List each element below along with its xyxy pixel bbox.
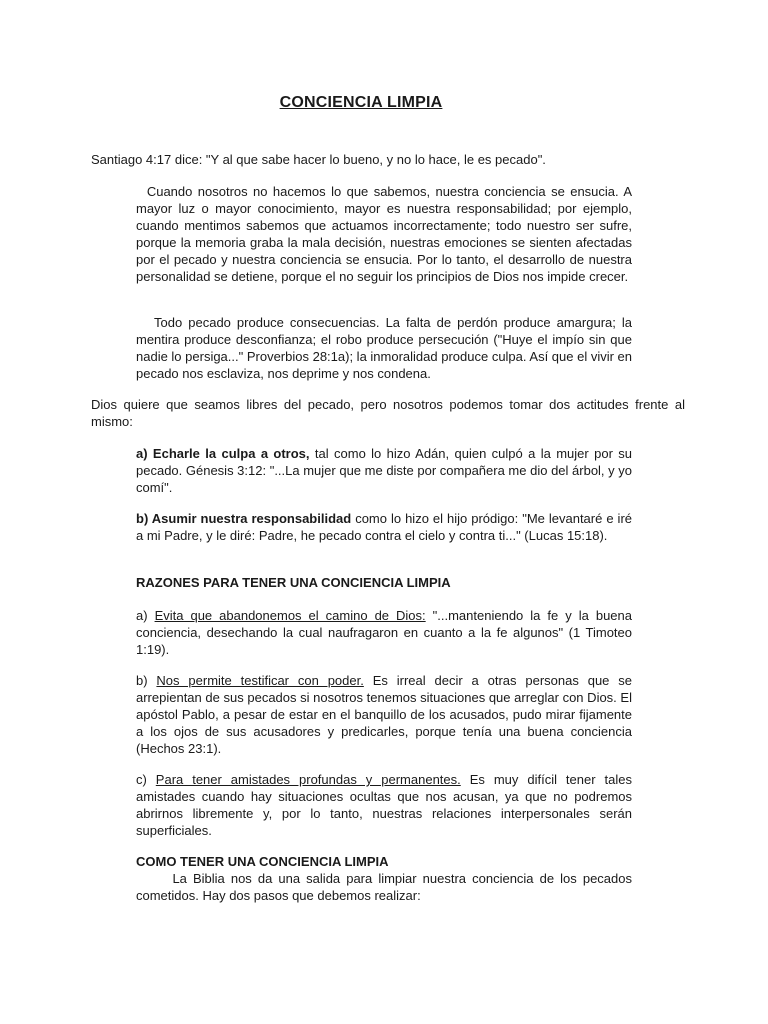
document-title: CONCIENCIA LIMPIA	[279, 94, 443, 111]
reason-c-text: Es muy difícil tener tales amistades cuando hay situaciones ocultas que nos acusan, ya que no podremos abrirnos libremente y, por lo tanto, nuestras relaciones interpersonales serán superficiales.	[136, 772, 632, 838]
option-a-label: a) Echarle la culpa a otros,	[136, 446, 310, 461]
reason-a-text: "...manteniendo la fe y la buena conciencia, desechando la cual naufragaron en cuanto a la fe algunos" (1 Timoteo 1:19).	[136, 608, 632, 657]
intro-verse: Santiago 4:17 dice: "Y al que sabe hacer lo bueno, y no lo hace, le es pecado".	[91, 152, 546, 167]
reason-b: b) Nos permite testificar con poder. Es irreal decir a otras personas que se arrepientan de sus pecados si nosotros tenemos situaciones que arreglar con Dios. El apóstol Pablo, a pesar de estar en el banquillo de los acusados, pudo mirar fijamente a los ojos de sus acusadores y predicarles, porque tenía una buena conciencia (Hechos 23:1).	[136, 673, 633, 756]
paragraph-how: La Biblia nos da una salida para limpiar nuestra conciencia de los pecados cometidos. Hay dos pasos que debemos realizar:	[136, 871, 632, 903]
paragraph-conscience-dirty: Cuando nosotros no hacemos lo que sabemos, nuestra conciencia se ensucia. A mayor luz o mayor conocimiento, mayor es nuestra responsabilidad; por ejemplo, cuando mentimos sabemos que actuamos incorrectamente; todo nuestro ser sufre, porque la memoria graba la mala decisión, nuestras emociones se sienten afectadas por el pecado y nuestra conciencia se ensucia. Por lo tanto, el desarrollo de nuestra personalidad se detiene, porque el no seguir los principios de Dios nos impide crecer.	[136, 184, 632, 284]
reason-b-text: Es irreal decir a otras personas que se arrepientan de sus pecados si nosotros tenemos situaciones que arreglar con Dios. El apóstol Pablo, a pesar de estar en el banquillo de los acusados, pudo mirar fijamente a los ojos de sus acusadores y predicarles, porque tenía una buena conciencia (Hechos 23:1).	[136, 673, 633, 756]
paragraph-two-attitudes: Dios quiere que seamos libres del pecado, pero nosotros podemos tomar dos actitudes frente al mismo:	[91, 397, 685, 429]
reason-a-title: Evita que abandonemos el camino de Dios:	[154, 608, 426, 623]
option-b-label: b) Asumir nuestra responsabilidad	[136, 511, 352, 526]
heading-reasons: RAZONES PARA TENER UNA CONCIENCIA LIMPIA	[136, 575, 451, 590]
reason-c-title: Para tener amistades profundas y permanentes.	[155, 772, 461, 787]
paragraph-consequences: Todo pecado produce consecuencias. La falta de perdón produce amargura; la mentira produce desconfianza; el robo produce persecución ("Huye el impío sin que nadie lo persiga..." Proverbios 28:1a); la inmoralidad produce culpa. Así que el vivir en pecado nos esclaviza, nos deprime y nos condena.	[136, 315, 633, 381]
reason-a: a) Evita que abandonemos el camino de Dios: "...manteniendo la fe y la buena conciencia, desechando la cual naufragaron en cuanto a la fe algunos" (1 Timoteo 1:19).	[136, 608, 632, 657]
option-b-text: como lo hizo el hijo pródigo: "Me levantaré e iré a mi Padre, y le diré: Padre, he pecado contra el cielo y contra ti..." (Lucas 15:18).	[136, 511, 633, 543]
heading-how: COMO TENER UNA CONCIENCIA LIMPIA	[136, 854, 389, 869]
reason-c: c) Para tener amistades profundas y permanentes. Es muy difícil tener tales amistades cuando hay situaciones ocultas que nos acusan, ya que no podremos abrirnos libremente y, por lo tanto, nuestras relaciones interpersonales serán superficiales.	[136, 772, 632, 838]
option-a	[136, 445, 632, 496]
option-b	[136, 510, 632, 544]
reason-b-title: Nos permite testificar con poder.	[156, 673, 364, 688]
option-a-text: tal como lo hizo Adán, quien culpó a la mujer por su pecado. Génesis 3:12: "...La mujer que me diste por compañera me dio del árbol, y yo comí".	[136, 446, 632, 495]
